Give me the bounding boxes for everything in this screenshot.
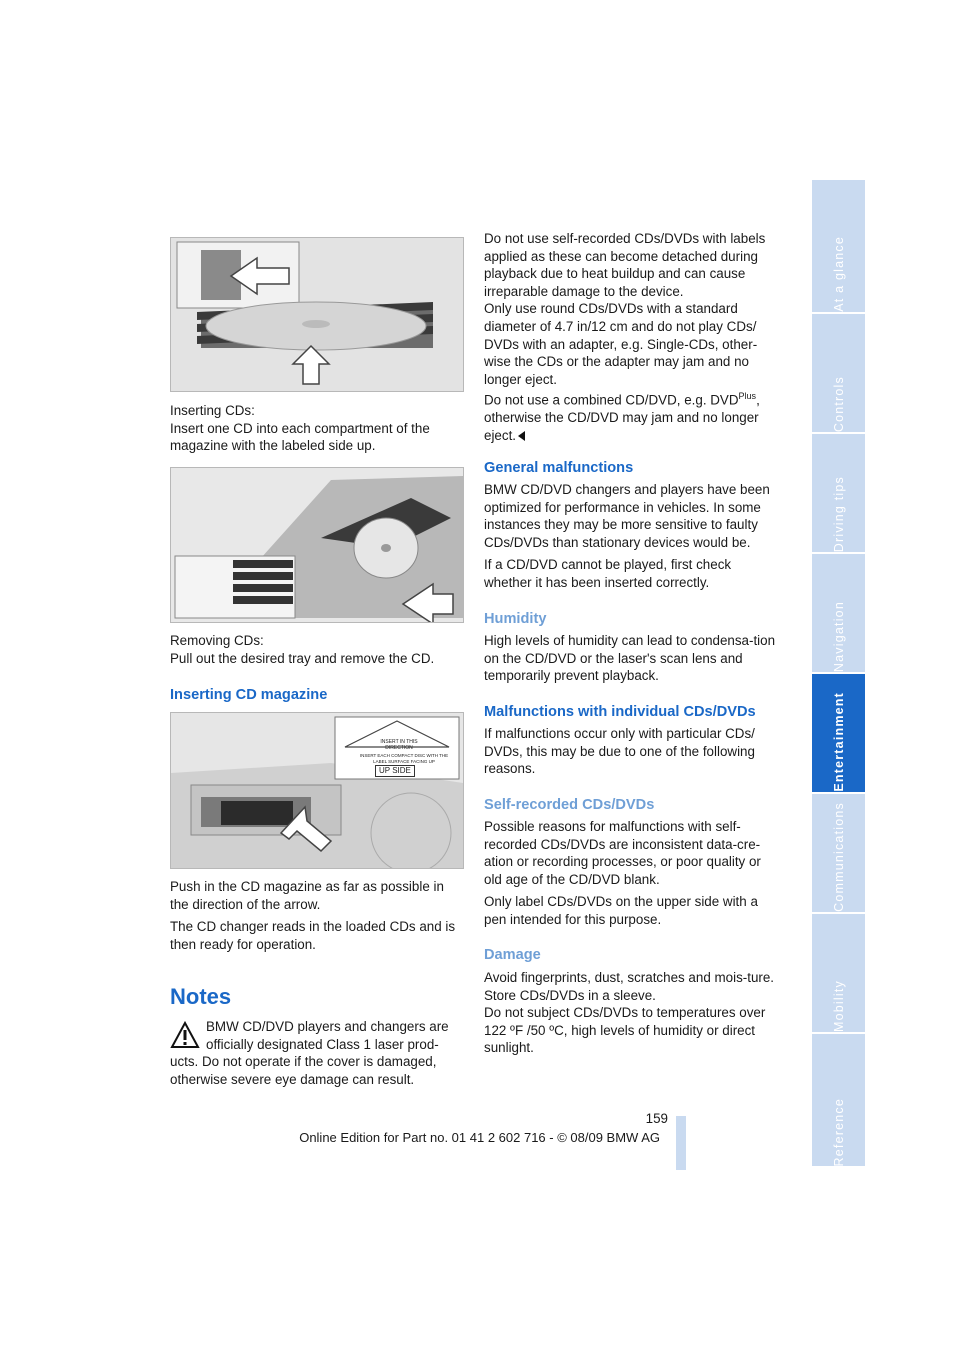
- self-recorded-paragraph-2: Only label CDs/DVDs on the upper side with a pen intended for this purpose.: [484, 894, 758, 927]
- dvd-plus-text-b: , otherwise the CD/DVD may jam and no longer eject.: [484, 392, 760, 443]
- fig1-caption-text: Insert one CD into each compartment of the magazine with the labeled side up.: [170, 420, 430, 454]
- end-mark-icon: [518, 431, 525, 441]
- humidity-paragraph: High levels of humidity can lead to condensa-tion on the CD/DVD or the laser's scan lens and temporarily prevent playback.: [484, 633, 776, 684]
- damage-paragraph-2: Store CDs/DVDs in a sleeve.: [484, 987, 656, 1003]
- disc-size-paragraph: Only use round CDs/DVDs with a standard diameter of 4.7 in/12 cm and do not play CDs/ DVDs with an adapter, e.g. Single-CDs, other-wise the CDs or the adapter may jam and no longer eject.: [484, 301, 758, 387]
- sidebar-tab-label: At a glance: [831, 236, 846, 312]
- magazine-result: The CD changer reads in the loaded CDs and is then ready for operation.: [170, 919, 456, 952]
- sidebar-tab-label: Navigation: [831, 600, 846, 672]
- magazine-instruction: Push in the CD magazine as far as possible in the direction of the arrow.: [170, 879, 444, 912]
- figure-inserting-magazine: [170, 712, 464, 869]
- sidebar-tab-communications[interactable]: [812, 794, 865, 912]
- dvd-plus-text-a: Do not use a combined CD/DVD, e.g. DVD: [484, 392, 739, 408]
- individual-paragraph: If malfunctions occur only with particular CDs/ DVDs, this may be due to one of the following reasons.: [484, 726, 755, 777]
- fig3-label-direction: INSERT IN THIS DIRECTION: [380, 739, 418, 751]
- warning-icon: [170, 1020, 200, 1050]
- heading-inserting-cd-magazine: Inserting CD magazine: [170, 687, 328, 703]
- figure-removing-cds: [170, 467, 464, 623]
- page-number: 159: [645, 1111, 668, 1126]
- sidebar-tab-driving-tips[interactable]: [812, 434, 865, 552]
- fig3-label-instruction: INSERT EACH COMPACT DISC WITH THE LABEL SURFACE FACING UP: [359, 753, 449, 764]
- heading-self-recorded: Self-recorded CDs/DVDs: [484, 797, 655, 813]
- general-paragraph-1: BMW CD/DVD changers and players have been optimized for performance in vehicles. In some instances they may be more sensitive to faulty CDs/DVDs than stationary devices would be.: [484, 482, 770, 550]
- fig2-caption-text: Pull out the desired tray and remove the CD.: [170, 650, 435, 666]
- figure-inserting-cds: [170, 237, 464, 392]
- sidebar-tab-reference[interactable]: [812, 1034, 865, 1166]
- dvd-plus-paragraph: [484, 388, 776, 444]
- sidebar-tab-at-a-glance[interactable]: [812, 180, 865, 312]
- sidebar-tab-label: Communications: [831, 802, 846, 912]
- dvd-plus-sup: Plus: [738, 391, 757, 402]
- damage-paragraph-3: Do not subject CDs/DVDs to temperatures over 122 ºF /50 ºC, high levels of humidity or direct sunlight.: [484, 1005, 766, 1056]
- notes-warning-text: BMW CD/DVD players and changers are officially designated Class 1 laser prod-ucts. Do not operate if the cover is damaged, otherwise severe eye damage can result.: [170, 1019, 449, 1087]
- footer-accent-bar: [676, 1116, 686, 1170]
- label-warning-paragraph: Do not use self-recorded CDs/DVDs with labels applied as these can become detached during playback due to heat buildup and can cause irreparable damage to the device.: [484, 231, 766, 299]
- heading-individual-malfunctions: Malfunctions with individual CDs/DVDs: [484, 704, 756, 720]
- sidebar-tab-controls[interactable]: [812, 314, 865, 432]
- sidebar-tab-label: Controls: [831, 375, 846, 432]
- sidebar-tab-navigation[interactable]: [812, 554, 865, 672]
- general-paragraph-2: If a CD/DVD cannot be played, first check whether it has been inserted correctly.: [484, 557, 732, 590]
- sidebar-tab-label: Mobility: [831, 980, 846, 1032]
- sidebar-tab-entertainment[interactable]: [812, 674, 865, 792]
- fig1-caption-title: Inserting CDs:: [170, 403, 255, 418]
- fig2-caption-title: Removing CDs:: [170, 633, 264, 648]
- damage-paragraph-1: Avoid fingerprints, dust, scratches and mois-ture.: [484, 970, 775, 985]
- sidebar-tab-label: Driving tips: [831, 475, 846, 552]
- heading-damage: Damage: [484, 947, 541, 963]
- notes-heading: Notes: [170, 984, 232, 1009]
- heading-humidity: Humidity: [484, 611, 547, 627]
- footer-edition: Online Edition for Part no. 01 41 2 602 716 - © 08/09 BMW AG: [299, 1130, 660, 1145]
- sidebar-tab-label: Entertainment: [831, 692, 846, 792]
- sidebar-tab-mobility[interactable]: [812, 914, 865, 1032]
- sidebar-tab-label: Reference: [831, 1097, 846, 1166]
- self-recorded-paragraph-1: Possible reasons for malfunctions with self-recorded CDs/DVDs are inconsistent data-cre-ation or recording processes, or poor quality or old age of the CD/DVD blank.: [484, 819, 761, 887]
- fig3-label-up-side: UP SIDE: [375, 765, 415, 777]
- heading-general-malfunctions: General malfunctions: [484, 460, 634, 476]
